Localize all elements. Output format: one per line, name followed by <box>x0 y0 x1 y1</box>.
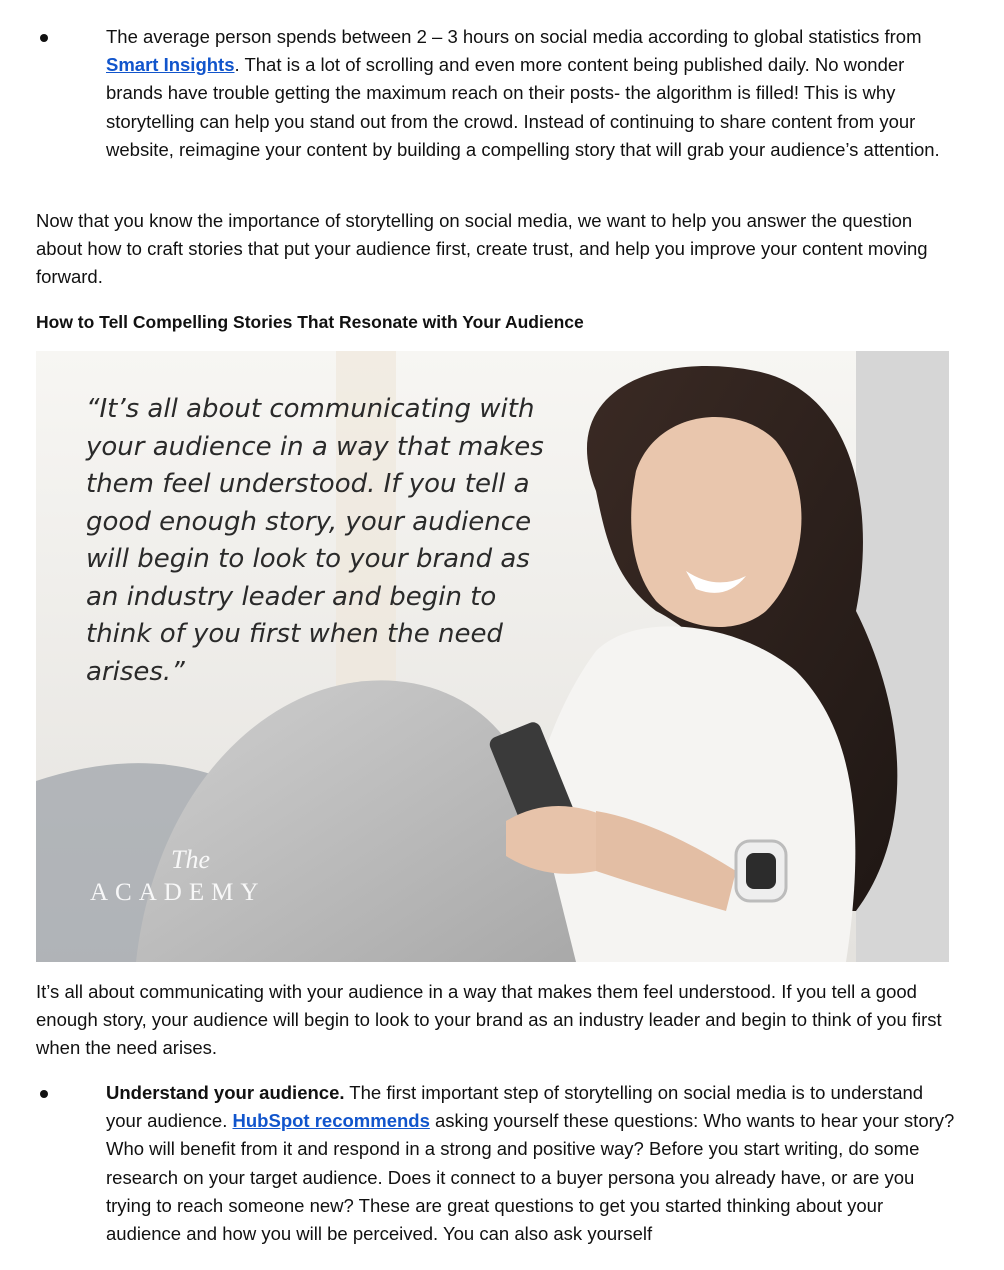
bullet-marker <box>40 1090 48 1098</box>
academy-logo-script: The <box>171 845 210 874</box>
section-heading: How to Tell Compelling Stories That Resonate with Your Audience <box>36 312 584 332</box>
bullet-text-post: . That is a lot of scrolling and even more content being published daily. No wonder brands have trouble getting the maximum reach on their posts- the algorithm is filled! This is why storytelling can help you stand out from the crowd. Instead of continuing to share content from your website, reimagine your content by building a compelling story that will grab your audience’s attention. <box>106 54 940 160</box>
academy-logo-wordmark: ACADEMY <box>90 879 266 906</box>
image-quote: “It’s all about communicating with your audience in a way that makes them feel understood. If you tell a good enough story, your audience will begin to look to your brand as an industry leader and begin to think of you first when the need arises.” <box>86 394 544 687</box>
smart-insights-link[interactable]: Smart Insights <box>106 54 235 76</box>
bullet-bold-lead: Understand your audience. <box>106 1082 345 1103</box>
summary-paragraph: It’s all about communicating with your audience in a way that makes them feel understood. If you tell a good enough story, your audience will begin to look to your brand as an industry leader and begin to think of you first when the need arises. <box>36 981 942 1059</box>
bullet-text-pre: The average person spends between 2 – 3 hours on social media according to global statistics from <box>106 26 922 47</box>
hubspot-link[interactable]: HubSpot recommends <box>232 1110 430 1132</box>
bullet-text-post: asking yourself these questions: Who wants to hear your story? Who will benefit from it and respond in a strong and positive way? Before you start writing, do some research on your target audience. Does it connect to a buyer persona you already have, or are you trying to reach someone new? These are great questions to get you started thinking about your audience and how you will be perceived. You can also ask yourself <box>106 1110 955 1245</box>
bullet-item-stats <box>106 23 956 164</box>
intro-paragraph: Now that you know the importance of storytelling on social media, we want to help you answer the question about how to craft stories that put your audience first, create trust, and help you improve your content moving forward. <box>36 210 928 288</box>
bullet-text-pre: The first important step of storytelling on social media is to understand your audience. <box>106 1082 924 1132</box>
bullet-item-understand-audience <box>106 1079 956 1248</box>
bullet-marker <box>40 34 48 42</box>
hero-image <box>36 351 949 962</box>
